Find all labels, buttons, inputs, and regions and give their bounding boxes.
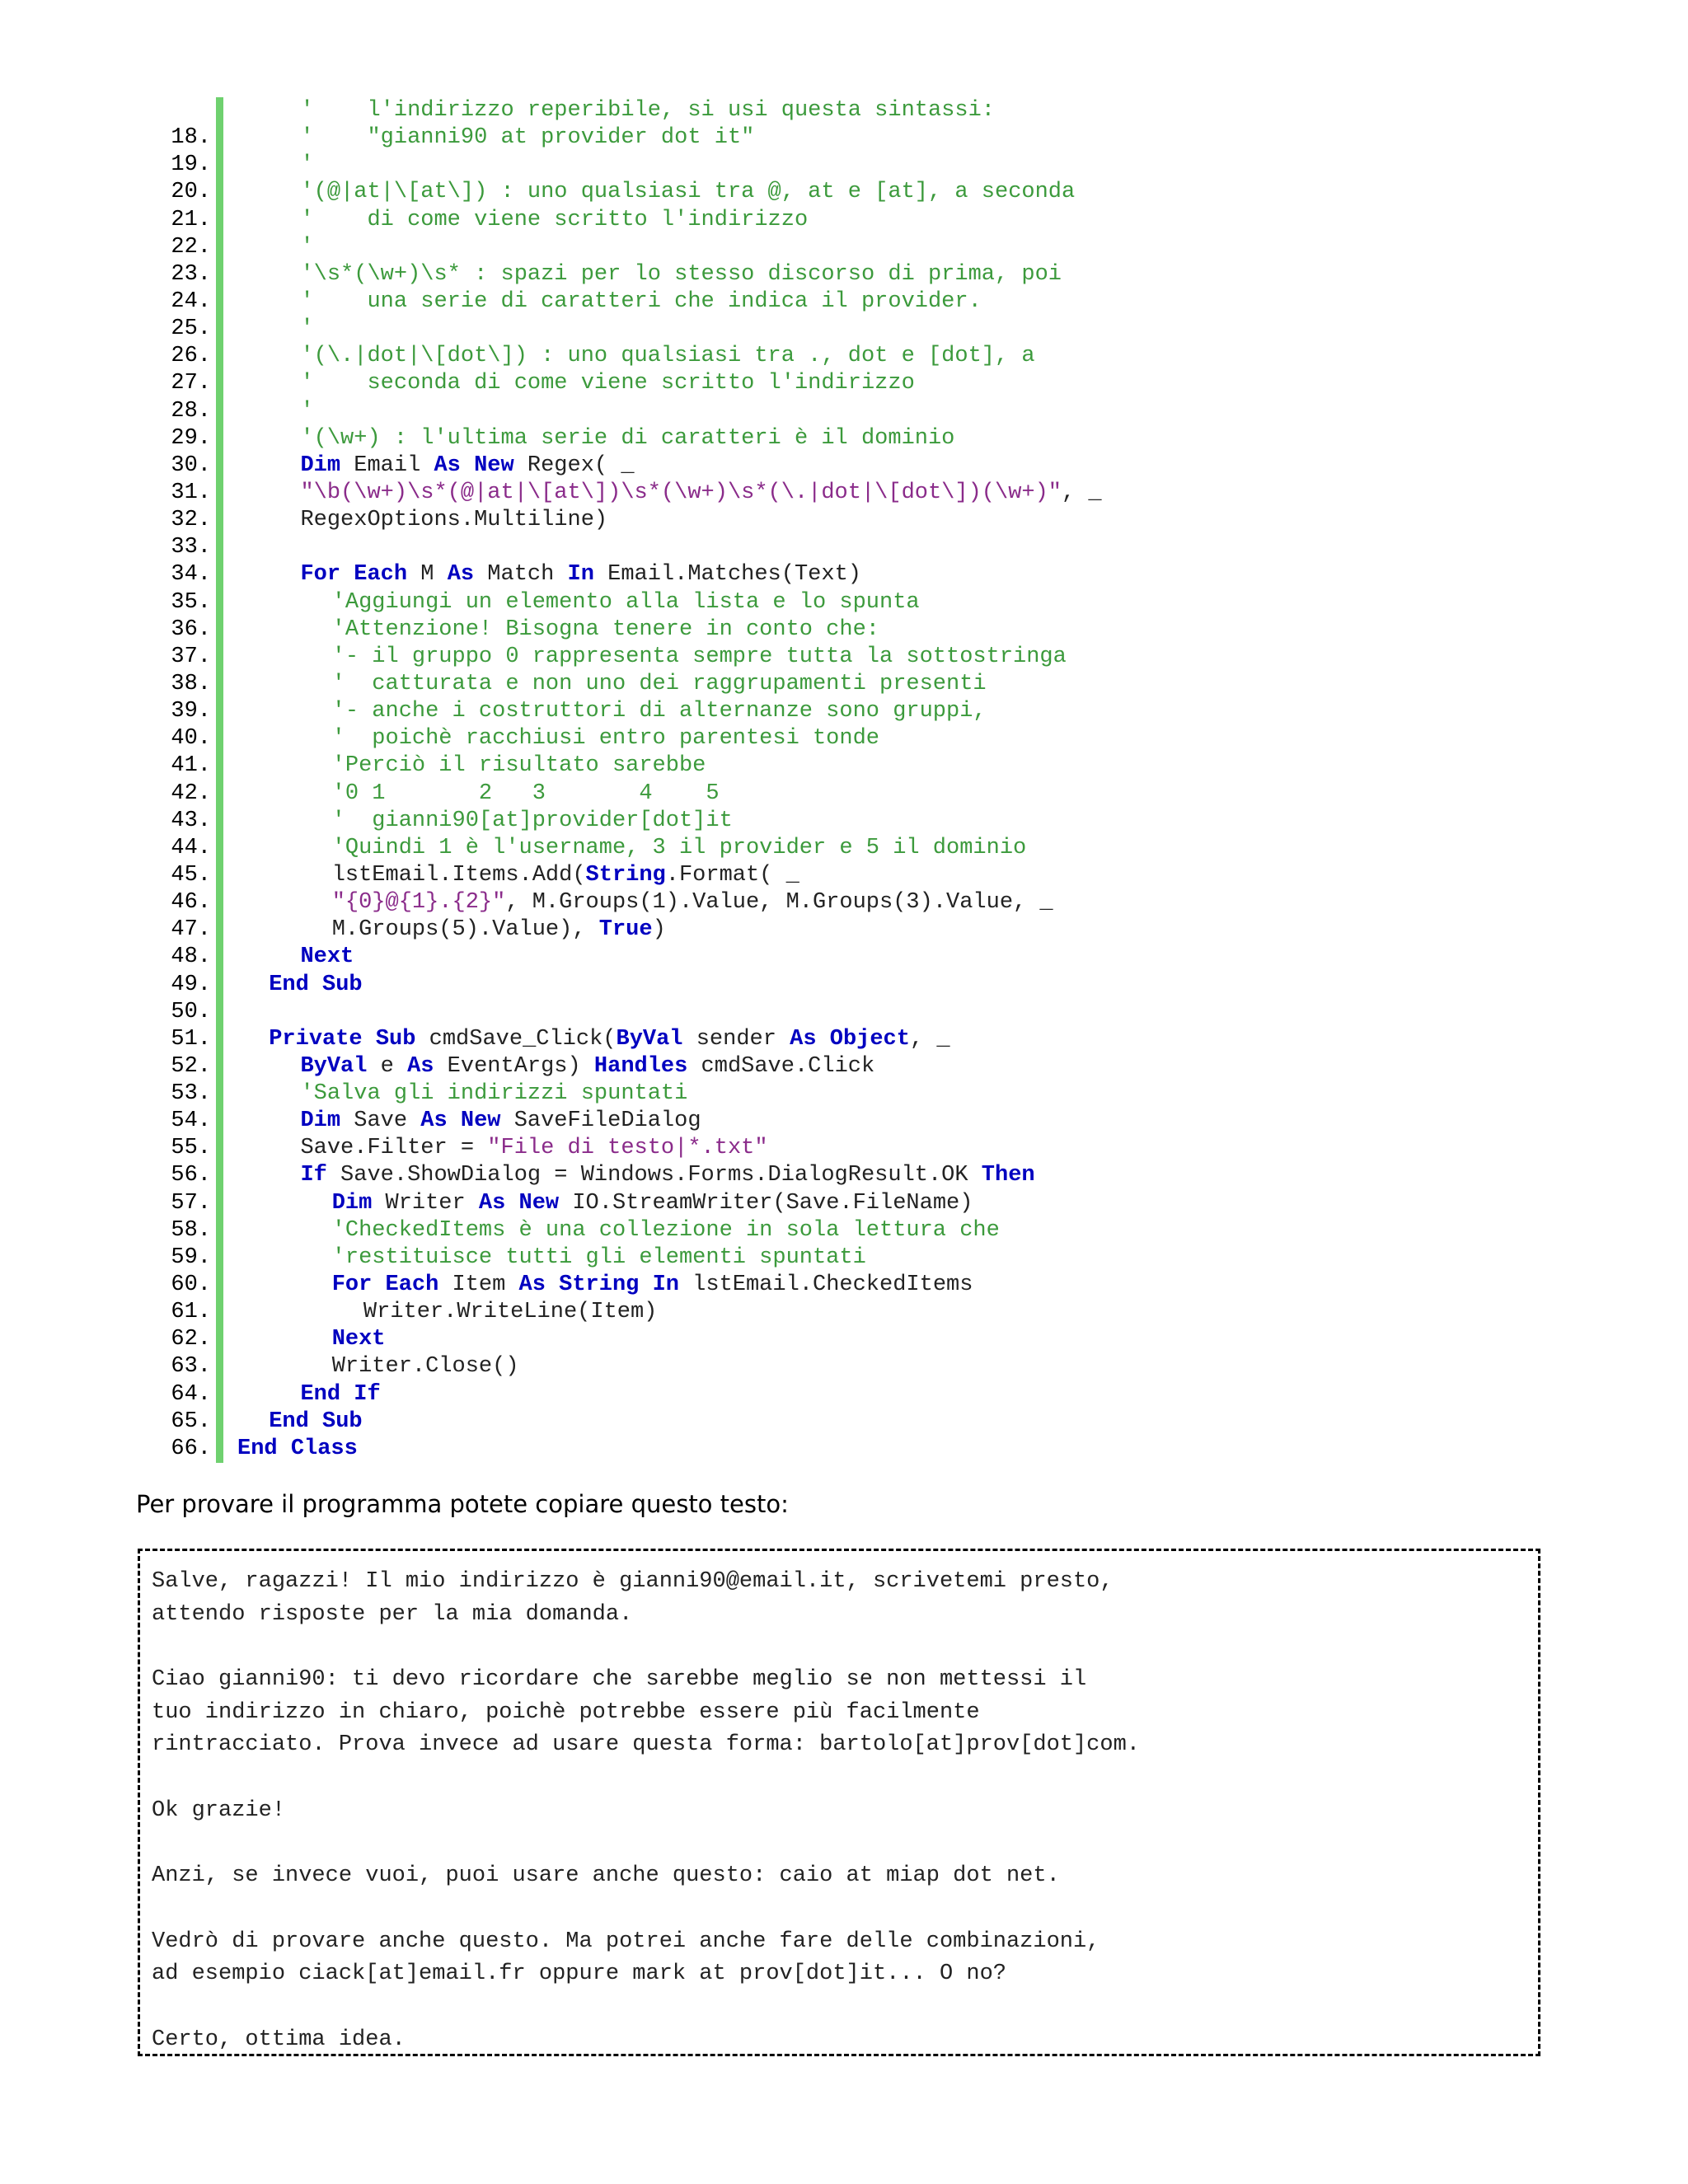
code-line [124, 999, 1442, 1026]
code-line [124, 124, 1442, 152]
code-token: SaveFileDialog [500, 1108, 701, 1134]
code-line [124, 398, 1442, 425]
code-text [237, 398, 314, 425]
sample-text-line: tuo indirizzo in chiaro, poichè potrebbe essere più facilmente [152, 1699, 980, 1725]
code-token: End [300, 1381, 341, 1407]
code-token: Writer.Close() [331, 1354, 519, 1380]
code-text [237, 261, 1062, 288]
line-number: 59. [171, 1244, 211, 1270]
line-number: 31. [171, 480, 211, 505]
code-line [124, 452, 1442, 480]
code-line [124, 835, 1442, 862]
line-number: 32. [171, 508, 211, 533]
code-text [237, 1299, 657, 1326]
line-number: 26. [171, 344, 211, 369]
code-token: '0 1 2 3 4 5 [331, 780, 720, 806]
code-text [237, 808, 733, 835]
line-number: 44. [171, 835, 211, 860]
line-number: 21. [171, 207, 211, 232]
code-text [237, 1026, 950, 1053]
code-token: "{0}@{1}.{2}" [331, 890, 506, 916]
code-line [124, 1053, 1442, 1080]
line-number: 42. [171, 780, 211, 806]
line-number: 45. [171, 862, 211, 888]
code-text [237, 507, 607, 534]
code-line [124, 288, 1442, 316]
code-text [237, 671, 987, 698]
line-number: 62. [171, 1327, 211, 1352]
code-token: Sub [375, 1026, 416, 1052]
code-token: '\s*(\w+)\s* : spazi per lo stesso discorso di prima, poi [300, 261, 1062, 287]
code-token [448, 1108, 461, 1133]
code-token [639, 1272, 652, 1297]
line-number: 57. [171, 1190, 211, 1216]
sample-text-line: Certo, ottima idea. [152, 2027, 406, 2052]
code-line [124, 972, 1442, 999]
code-text [237, 179, 1075, 206]
code-line [124, 152, 1442, 179]
code-token: Class [290, 1436, 358, 1461]
code-line [124, 1272, 1442, 1299]
code-token: 'Attenzione! Bisogna tenere in conto che: [331, 616, 879, 642]
code-token: Private [269, 1026, 363, 1052]
code-token: IO.StreamWriter(Save.FileName) [559, 1190, 973, 1216]
code-token: ) [652, 917, 666, 943]
code-token: As [407, 1053, 434, 1079]
code-line [124, 1436, 1442, 1463]
code-token: For [331, 1272, 373, 1298]
line-number: 64. [171, 1381, 211, 1407]
code-token: Save.Filter = [300, 1136, 488, 1161]
code-token: ' catturata e non uno dei raggrupamenti presenti [331, 671, 987, 696]
code-text [237, 644, 1067, 671]
code-token: As [434, 452, 461, 478]
code-token: String [585, 862, 666, 888]
code-text [237, 343, 1035, 370]
code-line [124, 234, 1442, 261]
code-token [309, 1409, 322, 1434]
code-line [124, 725, 1442, 752]
line-number: 39. [171, 699, 211, 724]
code-token: As [518, 1272, 546, 1298]
code-text [237, 1381, 381, 1408]
code-token: As [790, 1026, 817, 1052]
code-token: ' [300, 152, 314, 178]
code-text [237, 370, 915, 397]
code-token: New [518, 1190, 560, 1216]
code-token: .Format( _ [665, 862, 799, 888]
line-number: 66. [171, 1436, 211, 1461]
code-listing [124, 97, 1442, 1463]
sample-text-line [152, 1828, 1538, 1861]
code-line [124, 1108, 1442, 1135]
code-token: lstEmail.Items.Add( [331, 862, 586, 888]
code-token: ' [300, 316, 314, 342]
code-token: sender [682, 1026, 790, 1052]
sample-text-line: Ciao gianni90: ti devo ricordare che sarebbe meglio se non mettessi il [152, 1667, 1087, 1693]
code-line [124, 1299, 1442, 1326]
sample-text-line [152, 1762, 1538, 1795]
code-token [546, 1272, 559, 1297]
code-line [124, 370, 1442, 397]
code-line [124, 944, 1442, 971]
code-token: EventArgs) [434, 1053, 594, 1079]
sample-text-line: Anzi, se invece vuoi, puoi usare anche questo: caio at miap dot net. [152, 1863, 1060, 1889]
code-text [237, 425, 954, 452]
code-token: Sub [322, 1408, 363, 1434]
code-text [237, 889, 1053, 916]
code-token: As [478, 1190, 506, 1216]
code-token [340, 562, 354, 587]
code-token: , _ [1062, 480, 1102, 505]
code-token: Then [981, 1163, 1035, 1188]
code-token: ' "gianni90 at provider dot it" [300, 125, 755, 151]
code-text [237, 124, 754, 152]
code-token: Handles [593, 1053, 688, 1079]
code-token: Regex( _ [513, 452, 635, 478]
code-token: Dim [300, 452, 341, 478]
code-text [237, 752, 706, 780]
code-token: String [559, 1272, 640, 1298]
line-number: 38. [171, 671, 211, 696]
code-token: RegexOptions.Multiline) [300, 508, 608, 533]
sample-text-box [138, 1549, 1540, 2056]
code-text [237, 480, 1102, 507]
code-line [124, 1381, 1442, 1408]
sample-text-line: Ok grazie! [152, 1797, 286, 1823]
code-line [124, 480, 1442, 507]
code-token: '(\.|dot|\[dot\]) : uno qualsiasi tra ., dot e [dot], a [300, 344, 1035, 369]
sample-text-line: attendo risposte per la mia domanda. [152, 1601, 633, 1627]
code-text [237, 316, 314, 343]
code-token [340, 1382, 354, 1407]
code-line [124, 507, 1442, 534]
code-token: ' gianni90[at]provider[dot]it [331, 808, 733, 833]
code-line [124, 916, 1442, 944]
code-text [237, 972, 363, 999]
code-text [237, 234, 314, 261]
sample-text-line: Vedrò di provare anche questo. Ma potrei anche fare delle combinazioni, [152, 1929, 1100, 1954]
code-line [124, 808, 1442, 835]
code-token: "File di testo|*.txt" [487, 1136, 768, 1161]
code-token: '(@|at|\[at\]) : uno qualsiasi tra @, at e [at], a seconda [300, 180, 1076, 205]
code-token [309, 972, 322, 997]
line-number: 46. [171, 890, 211, 916]
code-token: Each [354, 562, 408, 588]
code-text [237, 780, 720, 808]
code-token: For [300, 562, 341, 588]
code-text [237, 1053, 874, 1080]
code-text [237, 1135, 768, 1162]
code-token: ByVal [300, 1053, 368, 1079]
code-token: Dim [300, 1108, 341, 1134]
code-token: cmdSave.Click [687, 1053, 875, 1079]
sample-text-line [152, 1893, 1538, 1926]
line-number: 28. [171, 398, 211, 424]
code-line [124, 343, 1442, 370]
code-token: 'CheckedItems è una collezione in sola lettura che [331, 1217, 1000, 1243]
code-token: ' poichè racchiusi entro parentesi tonde [331, 726, 879, 752]
code-token: Sub [322, 972, 363, 997]
code-token: Email.Matches(Text) [593, 562, 861, 588]
line-number: 27. [171, 371, 211, 396]
intro-paragraph: Per provare il programma potete copiare questo testo: [136, 1490, 789, 1518]
code-token: If [354, 1381, 381, 1407]
line-number: 65. [171, 1408, 211, 1434]
code-token: 'Aggiungi un elemento alla lista e lo spunta [331, 589, 920, 615]
code-token: 'Salva gli indirizzi spuntati [300, 1081, 688, 1107]
code-line [124, 316, 1442, 343]
code-token: e [367, 1053, 408, 1079]
sample-text-line [152, 1631, 1538, 1664]
line-number: 48. [171, 944, 211, 970]
code-token: Each [385, 1272, 439, 1298]
code-text [237, 1353, 519, 1380]
code-token: In [567, 562, 594, 588]
code-text [237, 207, 808, 234]
code-token: '- il gruppo 0 rappresenta sempre tutta la sottostringa [331, 644, 1067, 669]
code-token: As [447, 562, 475, 588]
code-line [124, 97, 1442, 124]
line-number: 24. [171, 288, 211, 314]
code-line [124, 862, 1442, 889]
code-text [237, 725, 879, 752]
code-text [237, 589, 920, 616]
line-number: 29. [171, 425, 211, 451]
code-line [124, 1244, 1442, 1272]
line-number: 20. [171, 180, 211, 205]
line-number: 22. [171, 234, 211, 260]
code-token: , _ [909, 1026, 950, 1052]
code-text [237, 1408, 363, 1436]
code-token: ' [300, 398, 314, 424]
code-line [124, 1026, 1442, 1053]
code-token: ' di come viene scritto l'indirizzo [300, 207, 809, 232]
code-line [124, 534, 1442, 561]
line-number: 53. [171, 1081, 211, 1107]
line-number: 36. [171, 616, 211, 642]
code-token: New [474, 452, 514, 478]
line-number: 63. [171, 1354, 211, 1380]
line-number: 51. [171, 1026, 211, 1052]
code-text [237, 698, 987, 725]
code-line [124, 207, 1442, 234]
line-number: 52. [171, 1053, 211, 1079]
code-line [124, 589, 1442, 616]
code-token: lstEmail.CheckedItems [678, 1272, 973, 1298]
code-line [124, 1190, 1442, 1217]
code-text [237, 616, 879, 644]
code-token: In [652, 1272, 679, 1298]
code-token: ' l'indirizzo reperibile, si usi questa sintassi: [300, 98, 995, 123]
code-line [124, 1135, 1442, 1162]
line-number: 30. [171, 452, 211, 478]
code-token: 'Quindi 1 è l'username, 3 il provider e 5 il dominio [331, 835, 1027, 860]
line-number: 18. [171, 125, 211, 151]
line-number: 49. [171, 972, 211, 997]
code-line [124, 1217, 1442, 1244]
code-token [278, 1436, 291, 1461]
code-token [505, 1191, 518, 1216]
code-line [124, 752, 1442, 780]
code-line [124, 1326, 1442, 1353]
code-line [124, 671, 1442, 698]
code-text [237, 1244, 866, 1272]
line-number: 37. [171, 644, 211, 669]
code-token: M [407, 562, 448, 588]
code-text [237, 288, 982, 316]
line-number: 54. [171, 1108, 211, 1134]
code-line [124, 261, 1442, 288]
code-text [237, 944, 354, 971]
code-token: ByVal [616, 1026, 683, 1052]
line-number: 47. [171, 917, 211, 943]
code-token: Writer [372, 1190, 479, 1216]
code-token: Email [340, 452, 434, 478]
code-line [124, 616, 1442, 644]
code-token: As [420, 1108, 448, 1134]
line-number: 61. [171, 1300, 211, 1325]
code-line [124, 889, 1442, 916]
line-number: 23. [171, 261, 211, 287]
line-number: 50. [171, 999, 211, 1024]
code-text [237, 152, 314, 179]
code-line [124, 1162, 1442, 1189]
code-token: cmdSave_Click( [415, 1026, 617, 1052]
code-token [372, 1272, 385, 1297]
sample-text-line [152, 1991, 1538, 2024]
sample-text-line: rintracciato. Prova invece ad usare questa forma: bartolo[at]prov[dot]com. [152, 1732, 1140, 1758]
code-token: M.Groups(5).Value), [331, 917, 599, 943]
line-number: 41. [171, 753, 211, 779]
code-line [124, 644, 1442, 671]
line-number: 43. [171, 808, 211, 833]
code-token: If [300, 1163, 327, 1188]
code-text [237, 862, 799, 889]
line-number: 56. [171, 1163, 211, 1188]
code-line [124, 561, 1442, 588]
line-number: 60. [171, 1272, 211, 1298]
code-token: True [598, 917, 653, 943]
code-token: '- anche i costruttori di alternanze sono gruppi, [331, 699, 987, 724]
code-text [237, 1162, 1035, 1189]
code-line [124, 780, 1442, 808]
code-text [237, 835, 1026, 862]
code-token: End [269, 972, 309, 997]
line-number: 33. [171, 535, 211, 560]
code-token: Save [340, 1108, 421, 1134]
code-token: Next [331, 1327, 386, 1352]
code-token [461, 453, 474, 478]
line-number: 25. [171, 316, 211, 342]
code-text [237, 916, 666, 944]
line-number: 55. [171, 1136, 211, 1161]
sample-text-lines [152, 1566, 1538, 2056]
line-number: 35. [171, 589, 211, 615]
code-token: Item [438, 1272, 519, 1298]
code-token: Match [474, 562, 568, 588]
code-token: '(\w+) : l'ultima serie di caratteri è il dominio [300, 425, 955, 451]
code-text [237, 561, 861, 588]
code-token [817, 1027, 830, 1052]
line-number: 58. [171, 1217, 211, 1243]
code-text [237, 97, 995, 124]
code-token: "\b(\w+)\s*(@|at|\[at\])\s*(\w+)\s*(\.|dot|\[dot\])(\w+)" [300, 480, 1062, 505]
code-text [237, 1108, 701, 1135]
code-token: New [460, 1108, 501, 1134]
code-token: Dim [331, 1190, 373, 1216]
code-lines [124, 97, 1442, 1463]
code-token: Save.ShowDialog = Windows.Forms.DialogResult.OK [326, 1163, 982, 1188]
code-token: End [269, 1408, 309, 1434]
code-token: ' seconda di come viene scritto l'indirizzo [300, 371, 915, 396]
sample-text-line: Salve, ragazzi! Il mio indirizzo è gianni90@email.it, scrivetemi presto, [152, 1569, 1114, 1594]
code-text [237, 1272, 973, 1299]
code-token: Writer.WriteLine(Item) [363, 1300, 658, 1325]
line-number: 34. [171, 562, 211, 588]
line-number: 40. [171, 726, 211, 752]
code-text [237, 1326, 386, 1353]
code-token: ' [300, 234, 314, 260]
code-token: , M.Groups(1).Value, M.Groups(3).Value, _ [505, 890, 1053, 916]
code-token: Object [829, 1026, 910, 1052]
code-text [237, 1190, 973, 1217]
code-line [124, 179, 1442, 206]
code-line [124, 1353, 1442, 1380]
code-text [237, 1080, 687, 1108]
code-token: Next [300, 944, 354, 970]
code-token: 'Perciò il risultato sarebbe [331, 753, 706, 779]
code-token: End [237, 1436, 278, 1461]
code-text [237, 1436, 358, 1463]
code-text [237, 1217, 1000, 1244]
sample-text-line: ad esempio ciack[at]email.fr oppure mark at prov[dot]it... O no? [152, 1961, 1006, 1987]
code-line [124, 698, 1442, 725]
code-token [363, 1027, 376, 1052]
code-line [124, 1408, 1442, 1436]
code-token: 'restituisce tutti gli elementi spuntati [331, 1244, 866, 1270]
code-line [124, 425, 1442, 452]
line-number: 19. [171, 152, 211, 178]
code-line [124, 1080, 1442, 1108]
code-token: ' una serie di caratteri che indica il provider. [300, 288, 982, 314]
code-text [237, 452, 635, 480]
